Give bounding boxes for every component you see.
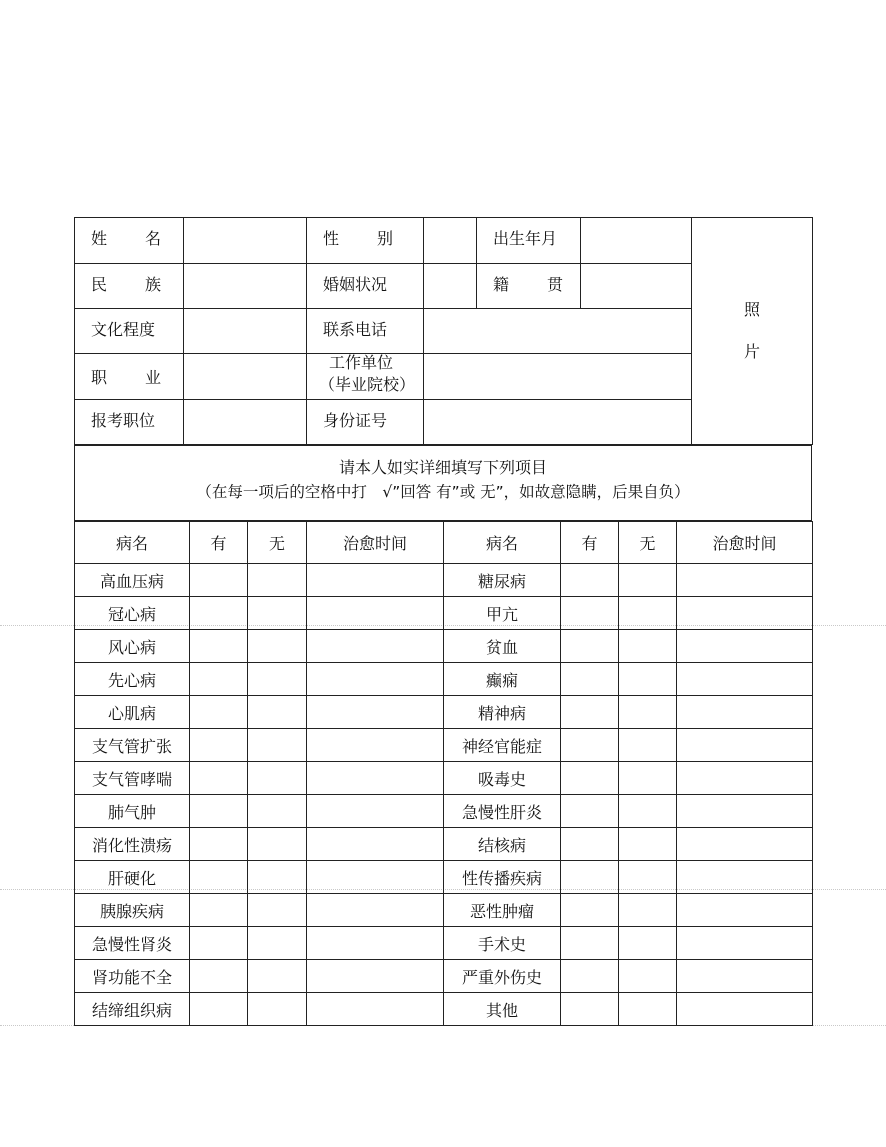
disease-name-left: 冠心病 bbox=[75, 597, 190, 630]
none-checkbox-cell[interactable] bbox=[619, 696, 677, 729]
has-checkbox-cell[interactable] bbox=[561, 630, 619, 663]
disease-name-left: 高血压病 bbox=[75, 564, 190, 597]
has-checkbox-cell[interactable] bbox=[190, 564, 248, 597]
none-checkbox-cell[interactable] bbox=[619, 762, 677, 795]
none-checkbox-cell[interactable] bbox=[248, 828, 307, 861]
cure-time-field[interactable] bbox=[307, 597, 444, 630]
cure-time-field[interactable] bbox=[307, 729, 444, 762]
disease-name-left: 支气管哮喘 bbox=[75, 762, 190, 795]
disease-name-right: 精神病 bbox=[444, 696, 561, 729]
none-checkbox-cell[interactable] bbox=[619, 795, 677, 828]
cure-time-field[interactable] bbox=[307, 927, 444, 960]
disease-name-left: 肝硬化 bbox=[75, 861, 190, 894]
name-label: 姓 名 bbox=[75, 218, 184, 264]
hometown-label: 籍 贯 bbox=[477, 264, 581, 309]
has-checkbox-cell[interactable] bbox=[561, 795, 619, 828]
gender-label: 性 别 bbox=[307, 218, 424, 264]
disease-name-left: 肺气肿 bbox=[75, 795, 190, 828]
photo-label-line2: 片 bbox=[743, 342, 760, 361]
table-row bbox=[75, 861, 813, 894]
has-checkbox-cell[interactable] bbox=[190, 597, 248, 630]
ethnicity-label: 民 族 bbox=[75, 264, 184, 309]
notice-line2: （在每一项后的空格中打 √”回答 有”或 无”，如故意隐瞒，后果自负） bbox=[196, 483, 690, 501]
photo-label-line1: 照 bbox=[743, 300, 760, 319]
table-row bbox=[75, 597, 813, 630]
none-checkbox-cell[interactable] bbox=[248, 630, 307, 663]
disease-name-right: 手术史 bbox=[444, 927, 561, 960]
table-row bbox=[75, 927, 813, 960]
workplace-field[interactable] bbox=[424, 354, 692, 400]
column-header: 有 bbox=[190, 522, 248, 564]
none-checkbox-cell[interactable] bbox=[248, 960, 307, 993]
disease-name-left: 风心病 bbox=[75, 630, 190, 663]
none-checkbox-cell[interactable] bbox=[248, 597, 307, 630]
cure-time-field[interactable] bbox=[677, 960, 813, 993]
has-checkbox-cell[interactable] bbox=[190, 960, 248, 993]
has-checkbox-cell[interactable] bbox=[190, 993, 248, 1026]
none-checkbox-cell[interactable] bbox=[619, 564, 677, 597]
disease-name-right: 神经官能症 bbox=[444, 729, 561, 762]
disease-name-right: 急慢性肝炎 bbox=[444, 795, 561, 828]
disease-name-left: 肾功能不全 bbox=[75, 960, 190, 993]
none-checkbox-cell[interactable] bbox=[619, 663, 677, 696]
workplace-label-line1: 工作单位 bbox=[329, 353, 394, 372]
table-row bbox=[75, 762, 813, 795]
hometown-field[interactable] bbox=[581, 264, 692, 309]
has-checkbox-cell[interactable] bbox=[561, 861, 619, 894]
disease-name-left: 急慢性肾炎 bbox=[75, 927, 190, 960]
none-checkbox-cell[interactable] bbox=[619, 993, 677, 1026]
cure-time-field[interactable] bbox=[307, 960, 444, 993]
ethnicity-field[interactable] bbox=[184, 264, 307, 309]
has-checkbox-cell[interactable] bbox=[190, 927, 248, 960]
table-row bbox=[75, 564, 813, 597]
notice-cell bbox=[75, 446, 812, 521]
table-row bbox=[75, 795, 813, 828]
cure-time-field[interactable] bbox=[677, 795, 813, 828]
cure-time-field[interactable] bbox=[307, 696, 444, 729]
has-checkbox-cell[interactable] bbox=[190, 828, 248, 861]
disease-name-left: 胰腺疾病 bbox=[75, 894, 190, 927]
table-row bbox=[75, 696, 813, 729]
none-checkbox-cell[interactable] bbox=[619, 861, 677, 894]
table-row bbox=[75, 960, 813, 993]
cure-time-field[interactable] bbox=[307, 762, 444, 795]
has-checkbox-cell[interactable] bbox=[561, 828, 619, 861]
workplace-label-line2: （毕业院校） bbox=[319, 374, 416, 394]
cure-time-field[interactable] bbox=[677, 927, 813, 960]
cure-time-field[interactable] bbox=[307, 828, 444, 861]
cure-time-field[interactable] bbox=[677, 663, 813, 696]
disease-name-left: 先心病 bbox=[75, 663, 190, 696]
none-checkbox-cell[interactable] bbox=[248, 663, 307, 696]
id-number-label: 身份证号 bbox=[307, 400, 424, 445]
disease-name-right: 糖尿病 bbox=[444, 564, 561, 597]
has-checkbox-cell[interactable] bbox=[190, 663, 248, 696]
none-checkbox-cell[interactable] bbox=[619, 729, 677, 762]
disease-name-right: 贫血 bbox=[444, 630, 561, 663]
none-checkbox-cell[interactable] bbox=[248, 894, 307, 927]
disease-name-right: 恶性肿瘤 bbox=[444, 894, 561, 927]
has-checkbox-cell[interactable] bbox=[561, 663, 619, 696]
has-checkbox-cell[interactable] bbox=[561, 696, 619, 729]
disease-name-right: 其他 bbox=[444, 993, 561, 1026]
table-row bbox=[75, 663, 813, 696]
none-checkbox-cell[interactable] bbox=[619, 597, 677, 630]
education-label: 文化程度 bbox=[75, 309, 184, 354]
none-checkbox-cell[interactable] bbox=[619, 960, 677, 993]
disease-name-left: 消化性溃疡 bbox=[75, 828, 190, 861]
disease-history-table bbox=[74, 521, 813, 1026]
column-header: 治愈时间 bbox=[307, 522, 444, 564]
position-label: 报考职位 bbox=[75, 400, 184, 445]
table-row bbox=[75, 993, 813, 1026]
has-checkbox-cell[interactable] bbox=[190, 696, 248, 729]
disease-name-left: 结缔组织病 bbox=[75, 993, 190, 1026]
phone-label: 联系电话 bbox=[307, 309, 424, 354]
cure-time-field[interactable] bbox=[307, 564, 444, 597]
none-checkbox-cell[interactable] bbox=[248, 696, 307, 729]
has-checkbox-cell[interactable] bbox=[190, 762, 248, 795]
disease-name-right: 癫痫 bbox=[444, 663, 561, 696]
has-checkbox-cell[interactable] bbox=[561, 729, 619, 762]
has-checkbox-cell[interactable] bbox=[561, 564, 619, 597]
none-checkbox-cell[interactable] bbox=[619, 927, 677, 960]
column-header: 病名 bbox=[75, 522, 190, 564]
none-checkbox-cell[interactable] bbox=[248, 927, 307, 960]
disease-name-right: 甲亢 bbox=[444, 597, 561, 630]
none-checkbox-cell[interactable] bbox=[248, 564, 307, 597]
has-checkbox-cell[interactable] bbox=[561, 894, 619, 927]
disease-name-right: 性传播疾病 bbox=[444, 861, 561, 894]
none-checkbox-cell[interactable] bbox=[619, 894, 677, 927]
table-row bbox=[75, 729, 813, 762]
has-checkbox-cell[interactable] bbox=[190, 630, 248, 663]
disease-name-right: 严重外伤史 bbox=[444, 960, 561, 993]
disease-name-left: 心肌病 bbox=[75, 696, 190, 729]
gender-field[interactable] bbox=[424, 218, 477, 264]
none-checkbox-cell[interactable] bbox=[619, 828, 677, 861]
cure-time-field[interactable] bbox=[307, 795, 444, 828]
occupation-field[interactable] bbox=[184, 354, 307, 400]
cure-time-field[interactable] bbox=[677, 762, 813, 795]
notice-table bbox=[74, 445, 812, 521]
birth-date-field[interactable] bbox=[581, 218, 692, 264]
cure-time-field[interactable] bbox=[677, 597, 813, 630]
has-checkbox-cell[interactable] bbox=[561, 927, 619, 960]
health-declaration-form bbox=[74, 217, 812, 1026]
has-checkbox-cell[interactable] bbox=[190, 729, 248, 762]
cure-time-field[interactable] bbox=[307, 993, 444, 1026]
cure-time-field[interactable] bbox=[677, 630, 813, 663]
none-checkbox-cell[interactable] bbox=[248, 861, 307, 894]
marital-status-label: 婚姻状况 bbox=[307, 264, 424, 309]
marital-status-field[interactable] bbox=[424, 264, 477, 309]
has-checkbox-cell[interactable] bbox=[190, 795, 248, 828]
birth-date-label: 出生年月 bbox=[477, 218, 581, 264]
position-field[interactable] bbox=[184, 400, 307, 445]
cure-time-field[interactable] bbox=[307, 861, 444, 894]
cure-time-field[interactable] bbox=[307, 894, 444, 927]
column-header: 无 bbox=[248, 522, 307, 564]
has-checkbox-cell[interactable] bbox=[561, 960, 619, 993]
cure-time-field[interactable] bbox=[307, 663, 444, 696]
cure-time-field[interactable] bbox=[677, 696, 813, 729]
disease-name-left: 支气管扩张 bbox=[75, 729, 190, 762]
notice-line1: 请本人如实详细填写下列项目 bbox=[338, 458, 547, 477]
cure-time-field[interactable] bbox=[677, 894, 813, 927]
name-field[interactable] bbox=[184, 218, 307, 264]
table-row bbox=[75, 828, 813, 861]
education-field[interactable] bbox=[184, 309, 307, 354]
table-row bbox=[75, 630, 813, 663]
personal-info-table bbox=[74, 217, 813, 445]
cure-time-field[interactable] bbox=[677, 828, 813, 861]
none-checkbox-cell[interactable] bbox=[619, 630, 677, 663]
has-checkbox-cell[interactable] bbox=[561, 993, 619, 1026]
table-row bbox=[75, 894, 813, 927]
none-checkbox-cell[interactable] bbox=[248, 795, 307, 828]
has-checkbox-cell[interactable] bbox=[190, 861, 248, 894]
occupation-label: 职 业 bbox=[75, 354, 184, 400]
has-checkbox-cell[interactable] bbox=[190, 894, 248, 927]
column-header: 无 bbox=[619, 522, 677, 564]
has-checkbox-cell[interactable] bbox=[561, 597, 619, 630]
none-checkbox-cell[interactable] bbox=[248, 762, 307, 795]
none-checkbox-cell[interactable] bbox=[248, 729, 307, 762]
has-checkbox-cell[interactable] bbox=[561, 762, 619, 795]
cure-time-field[interactable] bbox=[677, 729, 813, 762]
photo-box[interactable] bbox=[692, 218, 813, 445]
phone-field[interactable] bbox=[424, 309, 692, 354]
cure-time-field[interactable] bbox=[677, 861, 813, 894]
id-number-field[interactable] bbox=[424, 400, 692, 445]
cure-time-field[interactable] bbox=[307, 630, 444, 663]
disease-header-row bbox=[75, 522, 813, 564]
cure-time-field[interactable] bbox=[677, 564, 813, 597]
column-header: 治愈时间 bbox=[677, 522, 813, 564]
none-checkbox-cell[interactable] bbox=[248, 993, 307, 1026]
cure-time-field[interactable] bbox=[677, 993, 813, 1026]
column-header: 有 bbox=[561, 522, 619, 564]
disease-name-right: 结核病 bbox=[444, 828, 561, 861]
disease-name-right: 吸毒史 bbox=[444, 762, 561, 795]
column-header: 病名 bbox=[444, 522, 561, 564]
